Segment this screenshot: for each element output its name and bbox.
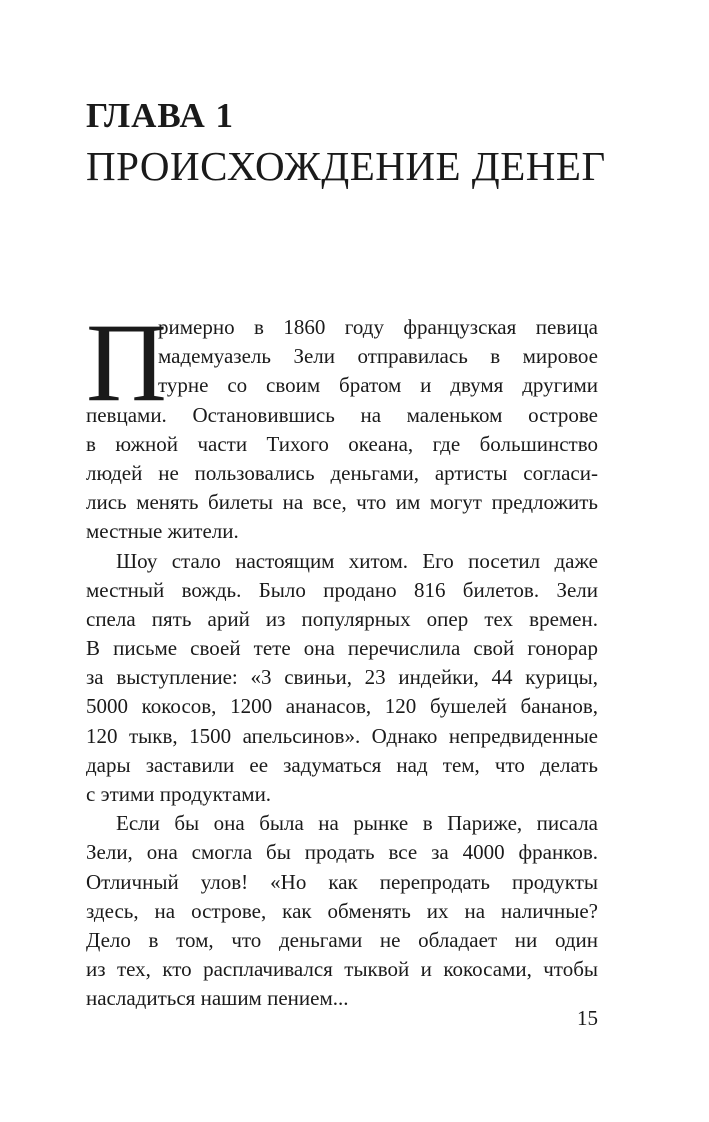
text-line: 120 тыкв, 1500 апельсинов». Однако непредвиденные <box>86 723 598 748</box>
body-text <box>86 301 598 1014</box>
text-line: мадемуазель Зели отправилась в мировое <box>158 344 598 369</box>
text-line: певцами. Остановившись на маленьком острове <box>86 402 598 427</box>
drop-cap: П <box>86 301 167 425</box>
chapter-title: ПРОИСХОЖДЕНИЕ ДЕНЕГ <box>86 143 606 189</box>
text-line: Если бы она была на рынке в Париже, писала <box>116 811 598 836</box>
text-line: здесь, на острове, как обменять их на наличные? <box>86 898 598 923</box>
paragraph-3 <box>86 809 598 1013</box>
text-line: 5000 кокосов, 1200 ананасов, 120 бушелей бананов, <box>86 694 598 719</box>
text-line: за выступление: «3 свиньи, 23 индейки, 44 курицы, <box>86 665 598 690</box>
text-line: спела пять арий из популярных опер тех времен. <box>86 606 598 631</box>
text-line: Дело в том, что деньгами не обладает ни один <box>86 927 598 952</box>
text-line: людей не пользовались деньгами, артисты согласи- <box>86 460 598 485</box>
text-line: В письме своей тете она перечислила свой гонорар <box>86 636 598 661</box>
text-line: дары заставили ее задуматься над тем, что делать <box>86 752 598 777</box>
text-line: римерно в 1860 году французская певица <box>158 315 598 339</box>
page-number: 15 <box>577 1006 598 1030</box>
text-line: Зели, она смогла бы продать все за 4000 франков. <box>86 840 598 865</box>
text-line: из тех, кто расплачивался тыквой и кокосами, чтобы <box>86 957 598 982</box>
text-line: местный вождь. Было продано 816 билетов. Зели <box>86 577 598 602</box>
text-line: в южной части Тихого океана, где большинство <box>86 431 598 456</box>
text-line: турне со своим братом и двумя другими <box>158 373 598 398</box>
text-line: местные жители. <box>86 519 239 544</box>
text-line: с этими продуктами. <box>86 782 272 806</box>
text-line: насладиться нашим пением... <box>86 986 349 1011</box>
paragraph-2 <box>86 547 598 810</box>
chapter-label: ГЛАВА 1 <box>86 96 235 135</box>
text-line: Отличный улов! «Но как перепродать продукты <box>86 869 598 894</box>
text-line: Шоу стало настоящим хитом. Его посетил даже <box>116 548 598 573</box>
text-line: лись менять билеты на все, что им могут предложить <box>86 490 598 515</box>
book-page <box>86 0 606 1122</box>
